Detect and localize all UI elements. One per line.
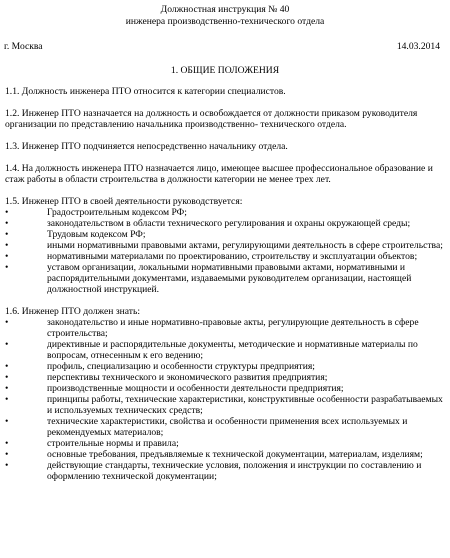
paragraph-1-3: 1.3. Инженер ПТО подчиняется непосредственно начальнику отдела. xyxy=(5,141,288,152)
date-label: 14.03.2014 xyxy=(396,41,440,52)
list-item xyxy=(5,339,444,361)
list-item-text: нормативными материалами по проектированию, строительству и эксплуатации объектов; xyxy=(47,251,418,262)
list-item-text: иными нормативными правовыми актами, регулирующими деятельность в сфере строительства; xyxy=(47,240,443,251)
list-1-5 xyxy=(5,207,444,295)
list-item-text: принципы работы, технические характеристики, конструктивные особенности разрабатываемых и используемых технических средств; xyxy=(47,394,443,416)
document-subtitle: инженера производственно-технического отдела xyxy=(125,15,325,27)
list-item xyxy=(5,383,444,394)
bullet-icon: • xyxy=(5,460,9,471)
bullet-icon: • xyxy=(5,416,9,427)
paragraph-1-1: 1.1. Должность инженера ПТО относится к категории специалистов. xyxy=(5,86,286,97)
list-item xyxy=(5,240,444,251)
list-item-text: директивные и распорядительные документы, методические и нормативные материалы по вопросам, отнесенным к его ведению; xyxy=(47,339,418,361)
list-item xyxy=(5,251,444,262)
list-item xyxy=(5,229,444,240)
bullet-icon: • xyxy=(5,240,9,251)
list-item xyxy=(5,394,444,416)
list-item-text: Трудовым кодексом РФ; xyxy=(47,229,146,240)
bullet-icon: • xyxy=(5,262,9,273)
document-title: Должностная инструкция № 40 xyxy=(160,4,290,15)
list-item-text: технические характеристики, свойства и особенности применения всех используемых и рекомендуемых материалов; xyxy=(47,416,408,438)
bullet-icon: • xyxy=(5,394,9,405)
list-item xyxy=(5,449,444,460)
bullet-icon: • xyxy=(5,361,9,372)
list-item-text: перспективы технического и экономического развития предприятия; xyxy=(47,372,328,383)
list-item xyxy=(5,262,444,295)
list-item xyxy=(5,361,444,372)
list-item xyxy=(5,460,444,482)
list-item-text: строительные нормы и правила; xyxy=(47,438,179,449)
city-label: г. Москва xyxy=(4,41,43,52)
list-item-text: законодательством в области технического регулирования и охраны окружающей среды; xyxy=(47,218,411,229)
bullet-icon: • xyxy=(5,438,9,449)
section-title: 1. ОБЩИЕ ПОЛОЖЕНИЯ xyxy=(170,65,280,76)
bullet-icon: • xyxy=(5,339,9,350)
bullet-icon: • xyxy=(5,229,9,240)
document-body xyxy=(0,86,450,482)
list-item xyxy=(5,416,444,438)
list-item xyxy=(5,207,444,218)
bullet-icon: • xyxy=(5,207,9,218)
bullet-icon: • xyxy=(5,372,9,383)
list-item xyxy=(5,218,444,229)
list-1-6 xyxy=(5,317,444,482)
list-item-text: Градостроительным кодексом РФ; xyxy=(47,207,187,218)
bullet-icon: • xyxy=(5,383,9,394)
bullet-icon: • xyxy=(5,251,9,262)
bullet-icon: • xyxy=(5,449,9,460)
paragraph-1-6: 1.6. Инженер ПТО должен знать: xyxy=(5,306,140,317)
list-item xyxy=(5,438,444,449)
bullet-icon: • xyxy=(5,218,9,229)
list-item-text: законодательство и иные нормативно-правовые акты, регулирующие деятельность в сфере строительства; xyxy=(47,317,419,339)
list-item xyxy=(5,317,444,339)
list-item-text: уставом организации, локальными нормативными правовыми актами, нормативными и распорядительными документами, издаваемыми руководителем организации, настоящей должностной инструкцией. xyxy=(47,262,412,295)
document-header xyxy=(0,4,450,27)
list-item-text: производственные мощности и особенности деятельности предприятия; xyxy=(47,383,344,394)
place-date-row xyxy=(0,41,450,53)
bullet-icon: • xyxy=(5,317,9,328)
paragraph-1-5: 1.5. Инженер ПТО в своей деятельности руководствуется: xyxy=(5,196,243,207)
paragraph-1-2: 1.2. Инженер ПТО назначается на должность и освобождается от должности приказом руководителя организации по представлению начальника производственно- технического отдела. xyxy=(5,108,418,130)
list-item-text: действующие стандарты, технические условия, положения и инструкции по составлению и оформлению технической документации; xyxy=(47,460,422,482)
list-item-text: профиль, специализацию и особенности структуры предприятия; xyxy=(47,361,315,372)
paragraph-1-4: 1.4. На должность инженера ПТО назначается лицо, имеющее высшее профессиональное образование и стаж работы в области строительства в должности категории не менее трех лет. xyxy=(5,163,433,185)
list-item xyxy=(5,372,444,383)
list-item-text: основные требования, предъявляемые к технической документации, материалам, изделиям; xyxy=(47,449,423,460)
